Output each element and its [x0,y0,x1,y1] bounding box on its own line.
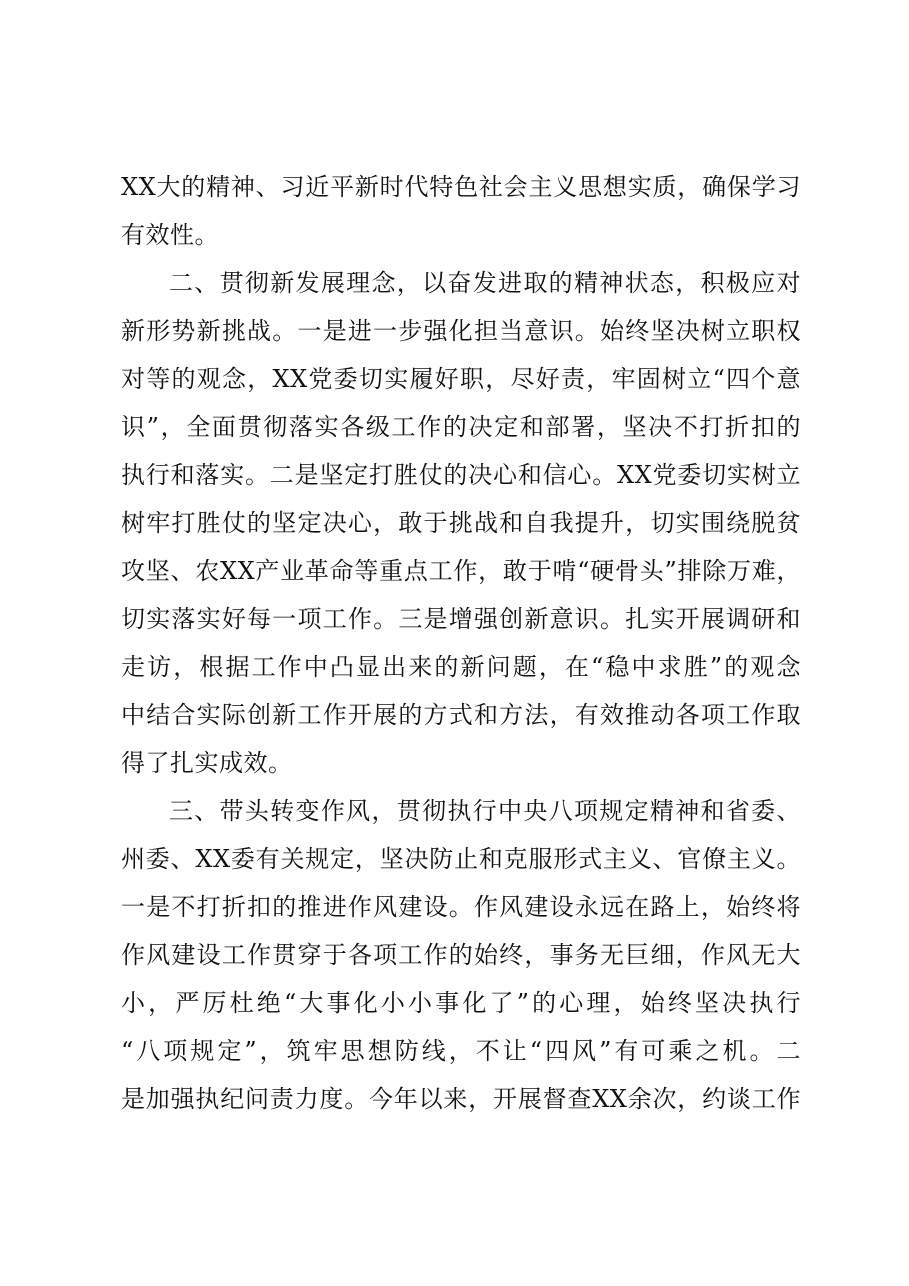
paragraph-start-line: 二、贯彻新发展理念，以奋发进取的精神状态，积极应对 [169,269,801,297]
text-line: 新形势新挑战。一是进一步强化担当意识。始终坚决树立职权 [121,317,801,345]
text-line: 得了扎实成效。 [121,749,293,777]
text-line: 有效性。 [121,221,219,249]
text-line: XX大的精神、习近平新时代特色社会主义思想实质，确保学习 [121,173,801,201]
text-line: 州委、XX委有关规定，坚决防止和克服形式主义、官僚主义。 [121,845,801,873]
text-line: 对等的观念，XX党委切实履好职，尽好责，牢固树立“四个意 [121,365,801,393]
text-line: 切实落实好每一项工作。三是增强创新意识。扎实开展调研和 [121,605,801,633]
text-line: 攻坚、农XX产业革命等重点工作，敢于啃“硬骨头”排除万难， [121,557,801,585]
body-text [121,163,801,1123]
paragraph-start-line: 三、带头转变作风，贯彻执行中央八项规定精神和省委、 [169,797,801,825]
text-line: 树牢打胜仗的坚定决心，敢于挑战和自我提升，切实围绕脱贫 [121,509,801,537]
text-line: 走访，根据工作中凸显出来的新问题，在“稳中求胜”的观念 [121,653,801,681]
text-line: 中结合实际创新工作开展的方式和方法，有效推动各项工作取 [121,701,801,729]
text-line: 是加强执纪问责力度。今年以来，开展督查XX余次，约谈工作 [121,1085,801,1113]
text-line: “八项规定”，筑牢思想防线，不让“四风”有可乘之机。二 [121,1037,801,1065]
text-line: 识”，全面贯彻落实各级工作的决定和部署，坚决不打折扣的 [121,413,801,441]
text-line: 一是不打折扣的推进作风建设。作风建设永远在路上，始终将 [121,893,801,921]
text-line: 作风建设工作贯穿于各项工作的始终，事务无巨细，作风无大 [121,941,801,969]
text-line: 执行和落实。二是坚定打胜仗的决心和信心。XX党委切实树立 [121,461,801,489]
text-line: 小，严厉杜绝“大事化小小事化了”的心理，始终坚决执行 [121,989,801,1017]
